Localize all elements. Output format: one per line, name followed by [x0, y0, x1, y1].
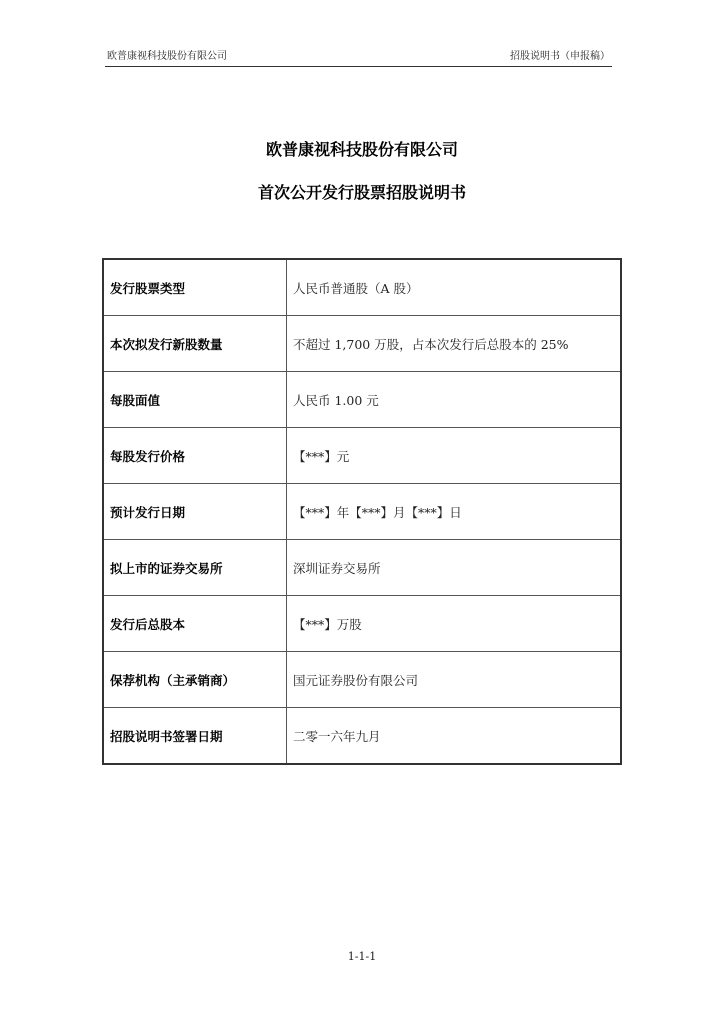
table-row-exchange [103, 540, 621, 596]
row-value: 国元证券股份有限公司 [287, 652, 622, 708]
row-value: 深圳证券交易所 [287, 540, 622, 596]
offering-info-table [102, 258, 622, 765]
row-label: 拟上市的证券交易所 [103, 540, 287, 596]
company-title: 欧普康视科技股份有限公司 [265, 140, 458, 159]
row-label: 发行股票类型 [103, 259, 287, 316]
page-number: 1-1-1 [347, 950, 377, 963]
row-value: 不超过 1,700 万股，占本次发行后总股本的 25% [287, 316, 622, 372]
running-header [105, 50, 612, 67]
row-label: 预计发行日期 [103, 484, 287, 540]
table-row-total-shares [103, 596, 621, 652]
row-value: 人民币普通股（A 股） [287, 259, 622, 316]
row-label: 每股面值 [103, 372, 287, 428]
table-row-issue-date [103, 484, 621, 540]
table-row-par-value [103, 372, 621, 428]
table-row-issue-price [103, 428, 621, 484]
row-value: 二零一六年九月 [287, 708, 622, 765]
table-row-sponsor [103, 652, 621, 708]
header-company-name: 欧普康视科技股份有限公司 [107, 51, 227, 62]
header-document-type: 招股说明书（申报稿） [510, 51, 610, 62]
row-value: 人民币 1.00 元 [287, 372, 622, 428]
row-label: 本次拟发行新股数量 [103, 316, 287, 372]
row-label: 每股发行价格 [103, 428, 287, 484]
table-row-new-shares [103, 316, 621, 372]
row-value: 【***】年【***】月【***】日 [287, 484, 622, 540]
row-label: 保荐机构（主承销商） [103, 652, 287, 708]
table-row-stock-type [103, 259, 621, 316]
row-value: 【***】元 [287, 428, 622, 484]
row-label: 发行后总股本 [103, 596, 287, 652]
document-title: 首次公开发行股票招股说明书 [257, 183, 466, 202]
row-label: 招股说明书签署日期 [103, 708, 287, 765]
row-value: 【***】万股 [287, 596, 622, 652]
table-row-signing-date [103, 708, 621, 765]
